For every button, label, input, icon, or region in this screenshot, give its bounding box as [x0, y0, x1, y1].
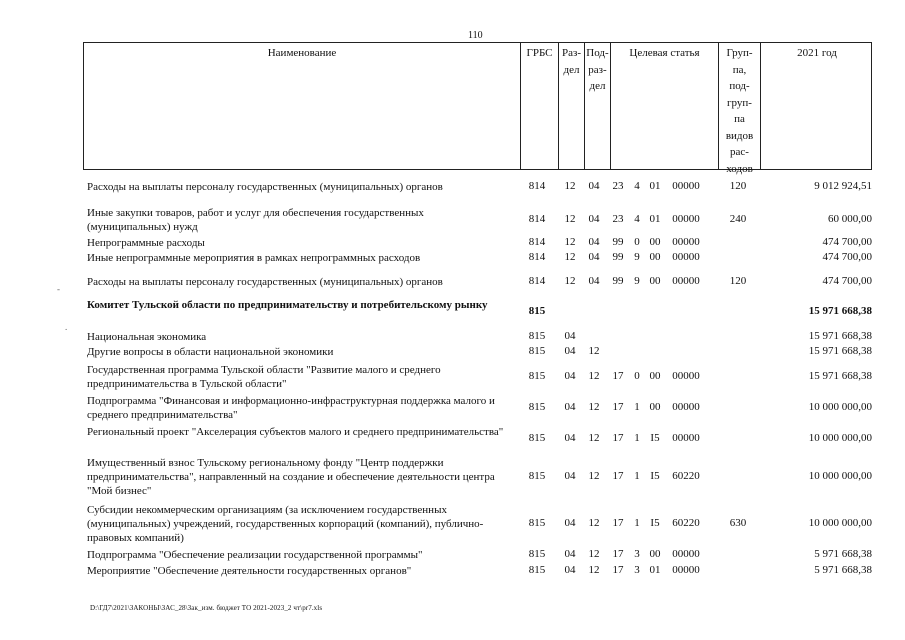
cell-grbs: 815: [528, 330, 546, 342]
cell-r: 12: [564, 180, 576, 192]
cell-pr: 04: [588, 180, 600, 192]
cell-sum: 5 971 668,38: [814, 548, 872, 560]
cell-grbs: 815: [528, 517, 546, 529]
cell-grbs: 815: [528, 564, 546, 576]
row-name: Иные закупки товаров, работ и услуг для обеспечения государственных (муниципальных) нужд: [87, 207, 424, 233]
cell-grbs: 815: [528, 432, 546, 444]
table-row: [87, 236, 872, 250]
header-name: Наименование: [267, 47, 337, 59]
cell-c2: 1: [634, 401, 640, 413]
row-name: Региональный проект "Акселерация субъектов малого и среднего предпринимательства": [87, 426, 504, 438]
cell-c3: I5: [650, 470, 660, 482]
cell-sum: 15 971 668,38: [808, 370, 872, 382]
table-row: [87, 206, 872, 234]
cell-sum: 474 700,00: [822, 236, 872, 248]
cell-vr: 240: [729, 213, 747, 225]
cell-c4: 60220: [672, 470, 700, 482]
cell-c2: 9: [634, 251, 640, 263]
cell-sum: 10 000 000,00: [808, 470, 872, 482]
table-row: [87, 503, 872, 545]
table-row: [87, 345, 872, 359]
file-path-footer: D:\ГД7\2021\ЗАКОНЫ\ЗАС_28\Зак_изм. бюджет ТО 2021-2023_2 чт\pr7.xls: [90, 604, 323, 612]
table-row: [87, 330, 872, 344]
cell-c4: 00000: [672, 251, 700, 263]
cell-c3: 00: [649, 236, 661, 248]
cell-c3: 01: [649, 213, 661, 225]
cell-sum: 10 000 000,00: [808, 401, 872, 413]
cell-c2: 1: [634, 517, 640, 529]
cell-r: 12: [564, 251, 576, 263]
cell-vr: 120: [729, 275, 747, 287]
cell-grbs: 815: [528, 548, 546, 560]
cell-c2: 4: [634, 213, 640, 225]
cell-grbs: 815: [528, 470, 546, 482]
cell-grbs: 815: [528, 345, 546, 357]
cell-r: 04: [564, 432, 576, 444]
cell-c2: 0: [634, 370, 640, 382]
cell-sum: 15 971 668,38: [808, 305, 872, 317]
cell-c1: 17: [612, 470, 624, 482]
row-name: Подпрограмма "Обеспечение реализации государственной программы": [87, 549, 423, 561]
cell-c1: 17: [612, 432, 624, 444]
table-row: [87, 425, 872, 453]
cell-grbs: 814: [528, 180, 546, 192]
header-grbs: ГРБС: [520, 43, 558, 169]
scan-mark: -: [57, 284, 60, 294]
cell-c1: 99: [612, 236, 624, 248]
cell-pr: 12: [588, 517, 600, 529]
cell-c1: 17: [612, 517, 624, 529]
cell-r: 04: [564, 470, 576, 482]
cell-pr: 12: [588, 370, 600, 382]
cell-c3: 00: [649, 275, 661, 287]
table-row: [87, 298, 872, 326]
cell-vr: 120: [729, 180, 747, 192]
cell-grbs: 815: [528, 305, 546, 317]
cell-sum: 474 700,00: [822, 275, 872, 287]
cell-c1: 23: [612, 213, 624, 225]
cell-grbs: 815: [528, 370, 546, 382]
cell-grbs: 814: [528, 236, 546, 248]
cell-r: 12: [564, 236, 576, 248]
row-name: Национальная экономика: [87, 331, 207, 343]
table-row: [87, 564, 872, 578]
cell-c2: 3: [634, 548, 640, 560]
cell-c2: 3: [634, 564, 640, 576]
cell-r: 04: [564, 370, 576, 382]
cell-sum: 15 971 668,38: [808, 330, 872, 342]
cell-sum: 60 000,00: [828, 213, 872, 225]
cell-grbs: 814: [528, 213, 546, 225]
table-row: [87, 180, 872, 194]
cell-c4: 60220: [672, 517, 700, 529]
table-row: [87, 394, 872, 422]
cell-c2: 4: [634, 180, 640, 192]
cell-pr: 12: [588, 432, 600, 444]
scan-mark: .: [65, 322, 68, 332]
row-name: Комитет Тульской области по предпринимательству и потребительскому рынку: [87, 299, 488, 311]
cell-c1: 99: [612, 275, 624, 287]
cell-c4: 00000: [672, 275, 700, 287]
cell-sum: 474 700,00: [822, 251, 872, 263]
cell-c2: 0: [634, 236, 640, 248]
cell-r: 12: [564, 275, 576, 287]
cell-sum: 5 971 668,38: [814, 564, 872, 576]
cell-c2: 1: [634, 470, 640, 482]
row-name: Расходы на выплаты персоналу государственных (муниципальных) органов: [87, 276, 443, 288]
cell-r: 04: [564, 517, 576, 529]
table-row: [87, 456, 872, 498]
header-year: 2021 год: [760, 43, 873, 169]
cell-r: 04: [564, 330, 576, 342]
cell-c1: 17: [612, 564, 624, 576]
cell-c1: 17: [612, 548, 624, 560]
row-name: Непрограммные расходы: [87, 237, 205, 249]
cell-c3: 01: [649, 180, 661, 192]
cell-r: 04: [564, 345, 576, 357]
header-gruppa: Груп- па, под- груп- па видов рас- ходов: [718, 43, 760, 169]
cell-sum: 15 971 668,38: [808, 345, 872, 357]
header-cel: Целевая статья: [610, 43, 718, 169]
cell-pr: 12: [588, 548, 600, 560]
cell-c4: 00000: [672, 564, 700, 576]
cell-c4: 00000: [672, 213, 700, 225]
cell-pr: 12: [588, 564, 600, 576]
cell-c4: 00000: [672, 548, 700, 560]
cell-pr: 12: [588, 470, 600, 482]
cell-sum: 10 000 000,00: [808, 432, 872, 444]
cell-c1: 17: [612, 370, 624, 382]
table-row: [87, 251, 872, 265]
cell-grbs: 814: [528, 275, 546, 287]
cell-c4: 00000: [672, 370, 700, 382]
cell-c1: 23: [612, 180, 624, 192]
cell-r: 04: [564, 401, 576, 413]
row-name: Субсидии некоммерческим организациям (за исключением государственных (муниципальных) учреждений, государственных корпораций (компаний), публично-правовых компаний): [87, 504, 484, 544]
cell-c2: 1: [634, 432, 640, 444]
cell-pr: 12: [588, 401, 600, 413]
cell-grbs: 815: [528, 401, 546, 413]
cell-c4: 00000: [672, 432, 700, 444]
cell-c3: I5: [650, 517, 660, 529]
cell-c2: 9: [634, 275, 640, 287]
cell-vr: 630: [729, 517, 747, 529]
cell-pr: 12: [588, 345, 600, 357]
row-name: Подпрограмма "Финансовая и информационно-инфраструктурная поддержка малого и среднего предпринимательства": [87, 395, 495, 421]
cell-c1: 99: [612, 251, 624, 263]
cell-pr: 04: [588, 213, 600, 225]
table-row: [87, 275, 872, 289]
row-name: Расходы на выплаты персоналу государственных (муниципальных) органов: [87, 181, 443, 193]
row-name: Иные непрограммные мероприятия в рамках непрограммных расходов: [87, 252, 421, 264]
cell-c1: 17: [612, 401, 624, 413]
cell-sum: 10 000 000,00: [808, 517, 872, 529]
cell-c4: 00000: [672, 180, 700, 192]
table-header: [83, 42, 872, 175]
table-row: [87, 548, 872, 562]
cell-grbs: 814: [528, 251, 546, 263]
cell-pr: 04: [588, 251, 600, 263]
page-number: 110: [468, 30, 483, 41]
cell-c3: 00: [649, 370, 661, 382]
cell-r: 04: [564, 548, 576, 560]
header-podrazdel: Под- раз- дел: [584, 43, 610, 169]
cell-c3: 00: [649, 548, 661, 560]
cell-pr: 04: [588, 275, 600, 287]
cell-c3: 00: [649, 401, 661, 413]
cell-r: 04: [564, 564, 576, 576]
cell-c4: 00000: [672, 236, 700, 248]
row-name: Имущественный взнос Тульскому региональному фонду "Центр поддержки предпринимательства", направленный на создание и обеспечение деятельности центра "Мой бизнес": [87, 457, 495, 497]
row-name: Государственная программа Тульской области "Развитие малого и среднего предпринимательства в Тульской области": [87, 364, 441, 390]
cell-c3: I5: [650, 432, 660, 444]
cell-c3: 01: [649, 564, 661, 576]
row-name: Мероприятие "Обеспечение деятельности государственных органов": [87, 565, 412, 577]
cell-c3: 00: [649, 251, 661, 263]
cell-r: 12: [564, 213, 576, 225]
table-row: [87, 363, 872, 391]
cell-pr: 04: [588, 236, 600, 248]
cell-c4: 00000: [672, 401, 700, 413]
row-name: Другие вопросы в области национальной экономики: [87, 346, 334, 358]
cell-sum: 9 012 924,51: [814, 180, 872, 192]
header-razdel: Раз- дел: [558, 43, 584, 169]
